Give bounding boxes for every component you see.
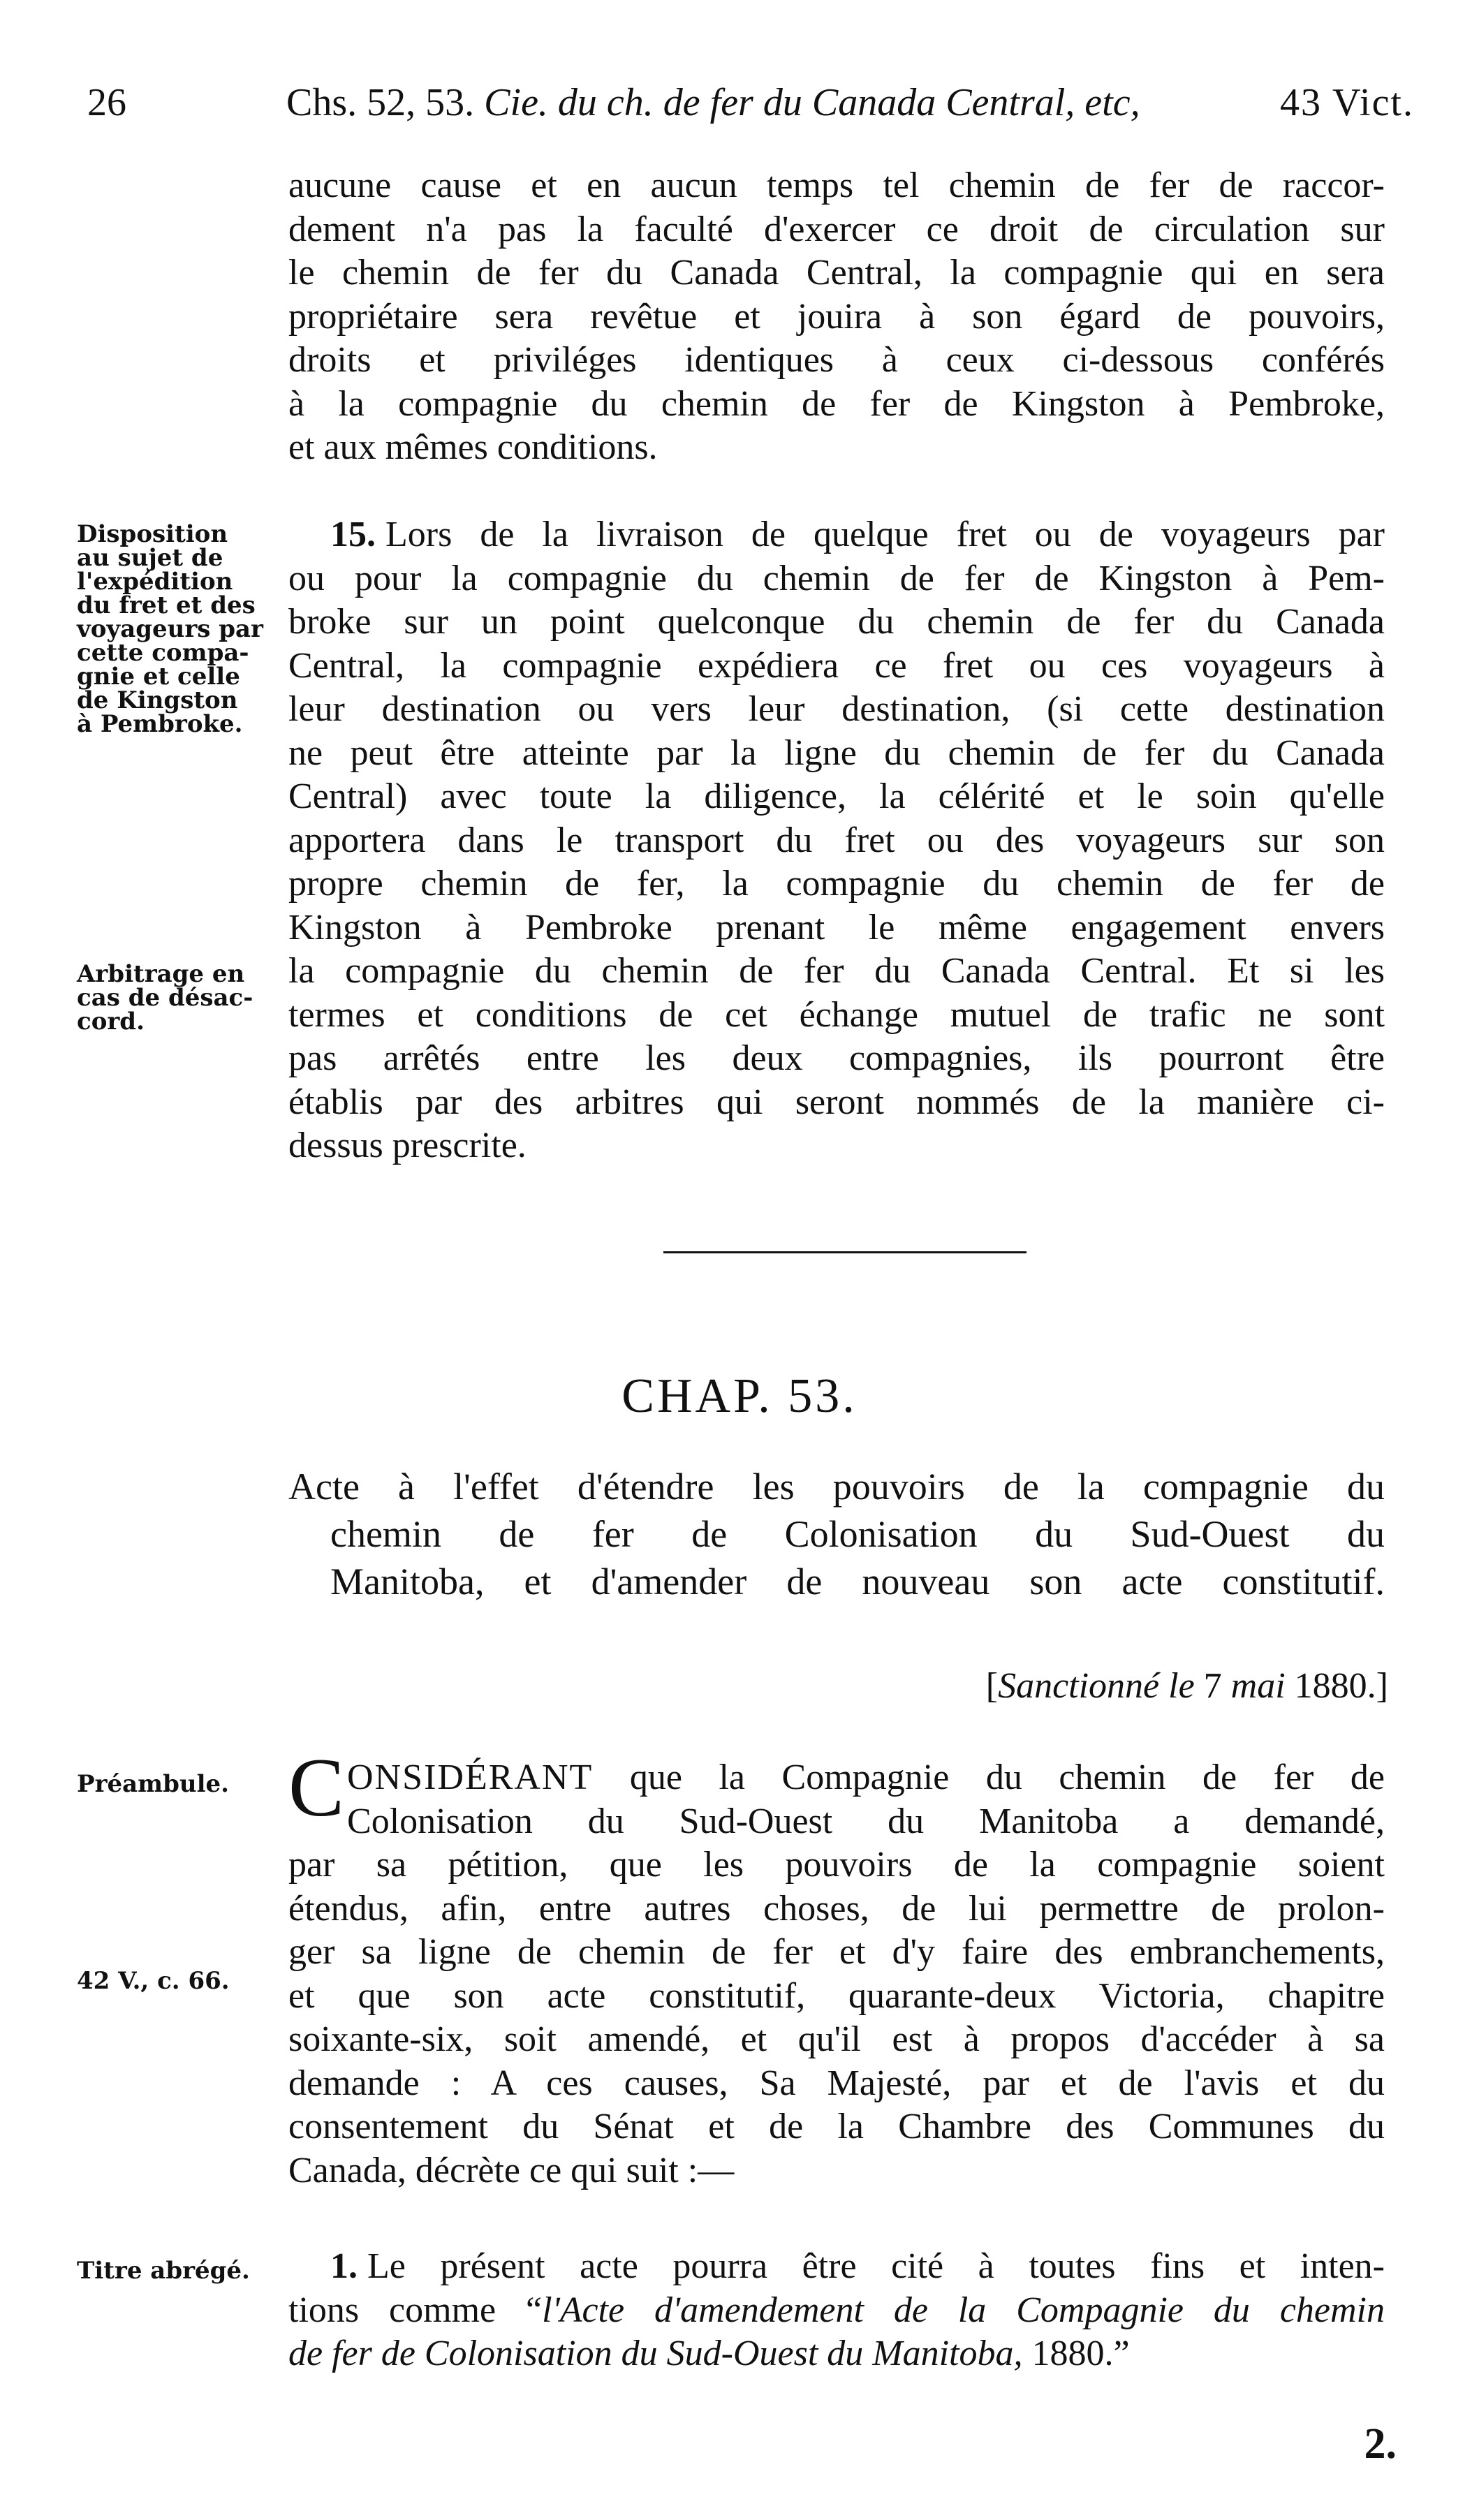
text-line: pas arrêtés entre les deux compagnies, ils pourront être [288, 1038, 1385, 1078]
text-line: par sa pétition, que les pouvoirs de la compagnie soient [288, 1845, 1385, 1885]
sidenote-preambule: Préambule. [77, 1770, 229, 1798]
text-line: propriétaire sera revêtue et jouira à son égard de pouvoirs, [288, 296, 1385, 337]
page-number: 26 [87, 81, 126, 124]
text-line: établis par des arbitres qui seront nommés de la manière ci- [288, 1082, 1385, 1122]
text-line: étendus, afin, entre autres choses, de lui permettre de prolon- [288, 1888, 1385, 1929]
preamble [288, 1741, 1385, 2193]
sidenote-arbitrage [77, 960, 286, 1036]
section-number: 1. [330, 2246, 358, 2286]
sanction-day: 7 [1203, 1666, 1222, 1706]
sanction-month: mai [1230, 1666, 1286, 1706]
section-divider [663, 1251, 1027, 1253]
chapter-heading [0, 1369, 1479, 1424]
sanction-year: 1880.] [1294, 1666, 1388, 1706]
section-number: 15. [330, 515, 376, 554]
catchword: 2. [1364, 2420, 1397, 2468]
session-label: 43 Vict. [1279, 81, 1414, 124]
text-line [288, 2245, 1385, 2289]
sidenote-line: cas de désac- [77, 984, 253, 1012]
text-line: dement n'a pas la faculté d'exercer ce droit de circulation sur [288, 209, 1385, 249]
short-title: l'Acte d'amendement de la Compagnie du chemin [542, 2290, 1385, 2330]
text-line: ne peut être atteinte par la ligne du chemin de fer du Canada [288, 732, 1385, 773]
text-line-content: 1880.” [1022, 2334, 1130, 2373]
short-title: de fer de Colonisation du Sud-Ouest du Manitoba, [288, 2334, 1023, 2373]
subtitle-line: Manitoba, et d'amender de nouveau son acte constitutif. [330, 1561, 1385, 1602]
running-title [286, 80, 1140, 125]
text-line: et que son acte constitutif, quarante-deux Victoria, chapitre [288, 1975, 1385, 2016]
sidenote-line: Arbitrage en [77, 960, 245, 988]
text-line [288, 2332, 1385, 2376]
section-1 [288, 2245, 1385, 2376]
sidenote-line: voyageurs par [77, 615, 263, 643]
text-line: dessus prescrite. [288, 1126, 527, 1165]
sidenote-line: à Pembroke. [77, 710, 243, 738]
text-line: la compagnie du chemin de fer du Canada Central. Et si les [288, 951, 1385, 991]
text-line: droits et priviléges identiques à ceux ci-dessous conférés [288, 340, 1385, 380]
first-word: ONSIDÉRANT [347, 1758, 594, 1797]
text-line: Central, la compagnie expédiera ce fret ou ces voyageurs à [288, 645, 1385, 686]
sidenote-line: Disposition [77, 520, 228, 548]
sidenote-disposition [77, 522, 286, 736]
text-line: demande : A ces causes, Sa Majesté, par et de l'avis et du [288, 2063, 1385, 2103]
text-line: consentement du Sénat et de la Chambre des Communes du [288, 2107, 1385, 2146]
chapter-reference: Chs. 52, 53. [286, 81, 475, 124]
running-title-text: Cie. du ch. de fer du Canada Central, etc, [484, 81, 1140, 124]
sidenote-line: au sujet de [77, 544, 223, 572]
sanction-label: Sanctionné le [998, 1666, 1195, 1706]
intro-paragraph [288, 164, 1385, 470]
text-line: le chemin de fer du Canada Central, la compagnie qui en sera [288, 253, 1385, 293]
text-line-content: Lors de la livraison de quelque fret ou de voyageurs par [385, 515, 1385, 554]
sidenote-line: cette compa- [77, 639, 249, 667]
sidenote-reference: 42 V., c. 66. [77, 1967, 230, 1995]
text-line: et aux mêmes conditions. [288, 427, 658, 467]
chapter-title: CHAP. 53. [621, 1369, 858, 1423]
text-line-content: Le présent acte pourra être cité à toutes fins et inten- [367, 2246, 1385, 2286]
sidenote-titre: Titre abrégé. [77, 2257, 250, 2285]
text-line: Colonisation du Sud-Ouest du Manitoba a demandé, [347, 1801, 1385, 1841]
text-line-content: tions comme “ [288, 2290, 543, 2330]
text-line: à la compagnie du chemin de fer de Kingston à Pembroke, [288, 383, 1385, 424]
text-line: aucune cause et en aucun temps tel chemin de fer de raccor- [288, 165, 1385, 205]
text-line [288, 1756, 1385, 1800]
section-15 [288, 513, 1385, 1168]
text-line [288, 513, 1385, 557]
subtitle-line: Acte à l'effet d'étendre les pouvoirs de la compagnie du [288, 1466, 1385, 1508]
sidenote-line: cord. [77, 1008, 145, 1036]
sanction-date [986, 1665, 1388, 1707]
act-subtitle [288, 1463, 1385, 1605]
sidenote-line: de Kingston [77, 686, 238, 714]
text-line [288, 2289, 1385, 2333]
sidenote-line: du fret et des [77, 591, 256, 619]
sidenote-line: l'expédition [77, 568, 233, 596]
text-line: Kingston à Pembroke prenant le même engagement envers [288, 907, 1385, 948]
text-line: leur destination ou vers leur destination, (si cette destination [288, 689, 1385, 729]
text-line: propre chemin de fer, la compagnie du chemin de fer de [288, 864, 1385, 904]
page-header [66, 70, 1414, 126]
text-line: soixante-six, soit amendé, et qu'il est à propos d'accéder à sa [288, 2019, 1385, 2059]
text-line: termes et conditions de cet échange mutuel de trafic ne sont [288, 994, 1385, 1035]
text-line: ger sa ligne de chemin de fer et d'y faire des embranchements, [288, 1932, 1385, 1972]
sidenote-line: gnie et celle [77, 663, 240, 691]
text-line: ou pour la compagnie du chemin de fer de Kingston à Pem- [288, 558, 1385, 598]
subtitle-line: chemin de fer de Colonisation du Sud-Ouest du [330, 1513, 1385, 1555]
text-line: broke sur un point quelconque du chemin de fer du Canada [288, 602, 1385, 642]
text-line: apportera dans le transport du fret ou des voyageurs sur son [288, 820, 1385, 860]
text-line: Canada, décrète ce qui suit :— [288, 2150, 735, 2190]
drop-cap: C [288, 1741, 345, 1834]
text-line: Central) avec toute la diligence, la célérité et le soin qu'elle [288, 776, 1385, 816]
bracket: [ [985, 1666, 999, 1706]
text-line-content: que la Compagnie du chemin de fer de [629, 1758, 1385, 1797]
